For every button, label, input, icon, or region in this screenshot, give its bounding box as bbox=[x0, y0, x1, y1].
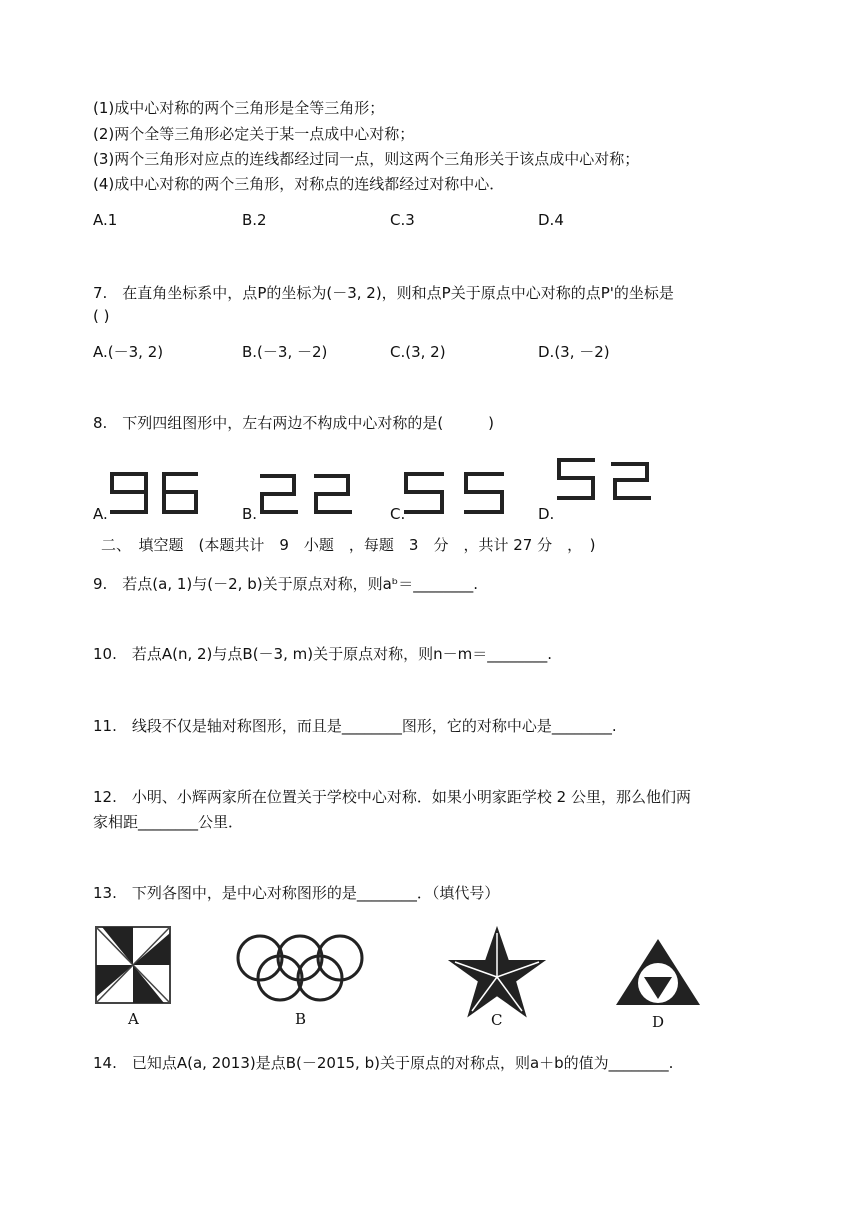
q7-options bbox=[93, 341, 793, 363]
q8-question: 8. 下列四组图形中，左右两边不构成中心对称的是( ) bbox=[93, 414, 495, 432]
q6-option-d: D.4 bbox=[538, 211, 564, 229]
q8-label-a: A. bbox=[93, 505, 108, 523]
q7-question-cont: ( ) bbox=[93, 307, 110, 325]
q7-option-a: A.(－3, 2) bbox=[93, 343, 164, 361]
q10-question: 10. 若点A(n, 2)与点B(－3, m)关于原点对称，则n－m＝________. bbox=[93, 645, 552, 663]
q8-figure-c bbox=[402, 470, 512, 518]
q14-question: 14. 已知点A(a, 2013)是点B(－2015, b)关于原点的对称点，则a＋b的值为________. bbox=[93, 1054, 674, 1072]
q6-option-a: A.1 bbox=[93, 211, 118, 229]
q8-figure-d bbox=[553, 456, 663, 506]
q13-figure-b-rings bbox=[232, 930, 368, 1028]
q7-option-c: C.(3, 2) bbox=[390, 343, 446, 361]
statement-4: (4)成中心对称的两个三角形，对称点的连线都经过对称中心． bbox=[93, 175, 505, 193]
q9-question: 9. 若点(a, 1)与(－2, b)关于原点对称，则aᵇ＝________. bbox=[93, 575, 478, 593]
q12-question-cont: 家相距________公里． bbox=[93, 813, 244, 831]
q7-option-b: B.(－3, －2) bbox=[242, 343, 328, 361]
q8-figure-b bbox=[258, 470, 358, 518]
q8-label-d: D. bbox=[538, 505, 555, 523]
q8-label-c: C. bbox=[390, 505, 406, 523]
statement-1: (1)成中心对称的两个三角形是全等三角形； bbox=[93, 99, 385, 117]
q13-label-a: A bbox=[128, 1010, 139, 1028]
q13-label-b: B bbox=[295, 1010, 307, 1028]
q13-figure-a-pinwheel bbox=[92, 925, 172, 1029]
q6-option-c: C.3 bbox=[390, 211, 415, 229]
q12-question: 12. 小明、小辉两家所在位置关于学校中心对称．如果小明家距学校 2 公里，那么他们两 bbox=[93, 788, 691, 806]
q13-label-c: C bbox=[491, 1011, 503, 1029]
q8-label-b: B. bbox=[242, 505, 258, 523]
q13-figure-c-star bbox=[445, 925, 549, 1029]
statement-2: (2)两个全等三角形必定关于某一点成中心对称； bbox=[93, 125, 415, 143]
q11-question: 11. 线段不仅是轴对称图形，而且是________图形，它的对称中心是________. bbox=[93, 717, 617, 735]
q8-figure-a bbox=[108, 470, 208, 518]
q6-option-b: B.2 bbox=[242, 211, 267, 229]
q13-figure-d-triangle bbox=[612, 935, 704, 1031]
q7-option-d: D.(3, －2) bbox=[538, 343, 610, 361]
q13-label-d: D bbox=[652, 1013, 665, 1031]
q6-options bbox=[93, 209, 793, 231]
statement-3: (3)两个三角形对应点的连线都经过同一点，则这两个三角形关于该点成中心对称； bbox=[93, 150, 640, 168]
q13-question: 13. 下列各图中，是中心对称图形的是________．（填代号） bbox=[93, 884, 500, 902]
q7-question: 7. 在直角坐标系中，点P的坐标为(－3, 2)，则和点P关于原点中心对称的点P'的坐标是 bbox=[93, 284, 674, 302]
section-2-header: 二、 填空题 (本题共计 9 小题 ，每题 3 分 ，共计 27 分 ， ) bbox=[101, 536, 596, 554]
